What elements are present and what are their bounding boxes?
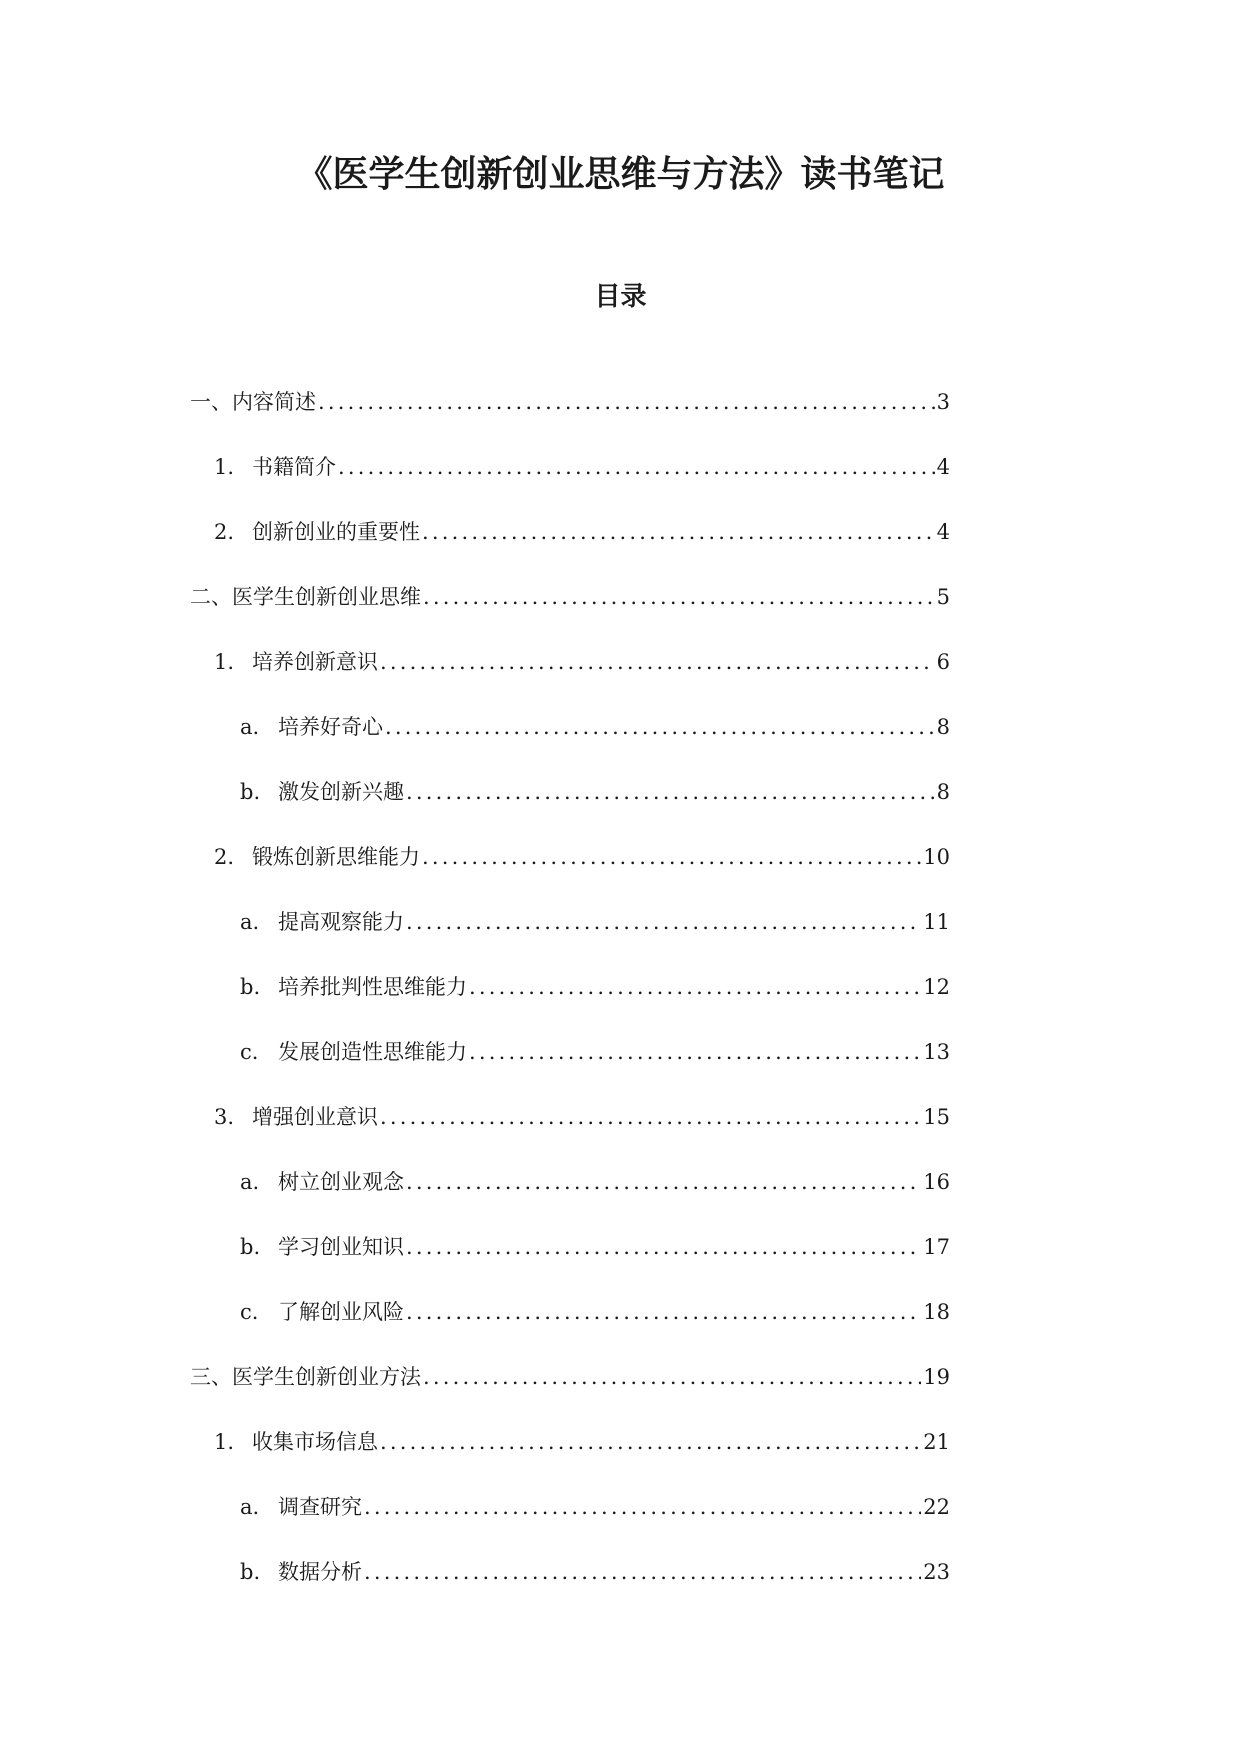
toc-entry[interactable]	[240, 1294, 950, 1330]
toc-entry-page: 11	[923, 910, 950, 934]
toc-entry-number: 一、	[190, 390, 232, 414]
dot-leader	[406, 774, 935, 810]
toc-entry-title: 激发创新兴趣	[278, 780, 404, 804]
toc-entry-page: 8	[936, 715, 950, 739]
dot-leader	[380, 644, 935, 680]
toc-entry[interactable]	[240, 1489, 950, 1525]
toc-entry-page: 3	[936, 390, 950, 414]
dot-leader	[423, 579, 935, 615]
toc-entry[interactable]	[214, 839, 950, 875]
toc-entry-page: 19	[923, 1365, 950, 1389]
toc-entry-page: 17	[923, 1235, 950, 1259]
toc-entry-title: 培养好奇心	[278, 715, 383, 739]
toc-entry-number: a.	[240, 1170, 260, 1194]
toc-entry-number: 1.	[214, 455, 235, 479]
toc-entry-number: 2.	[214, 520, 235, 544]
toc-entry-title: 树立创业观念	[278, 1170, 404, 1194]
toc-entry-number: c.	[240, 1040, 259, 1064]
toc-entry-page: 6	[936, 650, 950, 674]
dot-leader	[364, 1489, 921, 1525]
toc-entry-number: 二、	[190, 585, 232, 609]
toc-entry[interactable]	[240, 709, 950, 745]
dot-leader	[469, 1034, 921, 1070]
toc-entry-page: 21	[923, 1430, 950, 1454]
toc-entry-number: 2.	[214, 845, 235, 869]
toc-entry-number: b.	[240, 975, 261, 999]
toc-entry-title: 调查研究	[278, 1495, 362, 1519]
dot-leader	[338, 449, 935, 485]
dot-leader	[422, 514, 935, 550]
toc-entry-number: b.	[240, 1560, 261, 1584]
toc-entry-title: 创新创业的重要性	[252, 520, 420, 544]
toc-entry-title: 发展创造性思维能力	[278, 1040, 467, 1064]
toc-entry[interactable]	[190, 579, 950, 615]
toc-entry-title: 数据分析	[278, 1560, 362, 1584]
dot-leader	[406, 1229, 921, 1265]
toc-entry[interactable]	[214, 449, 950, 485]
toc-entry-page: 4	[936, 520, 950, 544]
toc-entry-title: 学习创业知识	[278, 1235, 404, 1259]
toc-entry-page: 13	[923, 1040, 950, 1064]
toc-entry-number: 三、	[190, 1365, 232, 1389]
toc-entry-page: 22	[923, 1495, 950, 1519]
toc-entry-page: 23	[923, 1560, 950, 1584]
dot-leader	[423, 1359, 921, 1395]
toc-entry-page: 12	[923, 975, 950, 999]
toc-entry-title: 书籍简介	[252, 455, 336, 479]
dot-leader	[422, 839, 921, 875]
toc-entry[interactable]	[240, 774, 950, 810]
toc-entry-number: 3.	[214, 1105, 235, 1129]
toc-entry-title: 了解创业风险	[278, 1300, 404, 1324]
toc-entry-page: 4	[936, 455, 950, 479]
dot-leader	[406, 1164, 921, 1200]
toc-entry[interactable]	[240, 1554, 950, 1590]
toc-entry[interactable]	[240, 1229, 950, 1265]
toc-entry[interactable]	[240, 969, 950, 1005]
dot-leader	[380, 1424, 921, 1460]
dot-leader	[406, 1294, 921, 1330]
toc-entry-title: 内容简述	[232, 390, 316, 414]
toc-entry[interactable]	[214, 1099, 950, 1135]
dot-leader	[385, 709, 935, 745]
toc-entry-title: 培养批判性思维能力	[278, 975, 467, 999]
toc-entry-page: 10	[923, 845, 950, 869]
toc-entry-number: a.	[240, 1495, 260, 1519]
toc-entry-title: 锻炼创新思维能力	[252, 845, 420, 869]
toc-entry-page: 8	[936, 780, 950, 804]
toc-entry-page: 18	[923, 1300, 950, 1324]
toc-entry-number: b.	[240, 1235, 261, 1259]
toc-entry[interactable]	[190, 1359, 950, 1395]
toc-entry-page: 5	[936, 585, 950, 609]
toc-entry-page: 16	[923, 1170, 950, 1194]
toc-entry-number: b.	[240, 780, 261, 804]
dot-leader	[318, 384, 935, 420]
document-title: 《医学生创新创业思维与方法》读书笔记	[296, 153, 945, 195]
dot-leader	[380, 1099, 921, 1135]
toc-entry[interactable]	[190, 384, 950, 420]
toc-entry-title: 收集市场信息	[252, 1430, 378, 1454]
toc-entry-number: 1.	[214, 650, 235, 674]
toc-entry-number: a.	[240, 910, 260, 934]
toc-entry-title: 提高观察能力	[278, 910, 404, 934]
dot-leader	[469, 969, 921, 1005]
toc-entry-number: 1.	[214, 1430, 235, 1454]
toc-entry-title: 医学生创新创业方法	[232, 1365, 421, 1389]
toc-entry[interactable]	[240, 904, 950, 940]
toc-entry[interactable]	[240, 1034, 950, 1070]
toc-entry-title: 培养创新意识	[252, 650, 378, 674]
dot-leader	[364, 1554, 921, 1590]
toc-entry-number: c.	[240, 1300, 259, 1324]
toc-entry-page: 15	[923, 1105, 950, 1129]
toc-entry-title: 医学生创新创业思维	[232, 585, 421, 609]
toc-entry-title: 增强创业意识	[252, 1105, 378, 1129]
toc-entry[interactable]	[214, 644, 950, 680]
toc-entry[interactable]	[240, 1164, 950, 1200]
toc-heading: 目录	[594, 282, 647, 312]
toc-entry[interactable]	[214, 1424, 950, 1460]
toc-entry[interactable]	[214, 514, 950, 550]
dot-leader	[406, 904, 921, 940]
toc-entry-number: a.	[240, 715, 260, 739]
